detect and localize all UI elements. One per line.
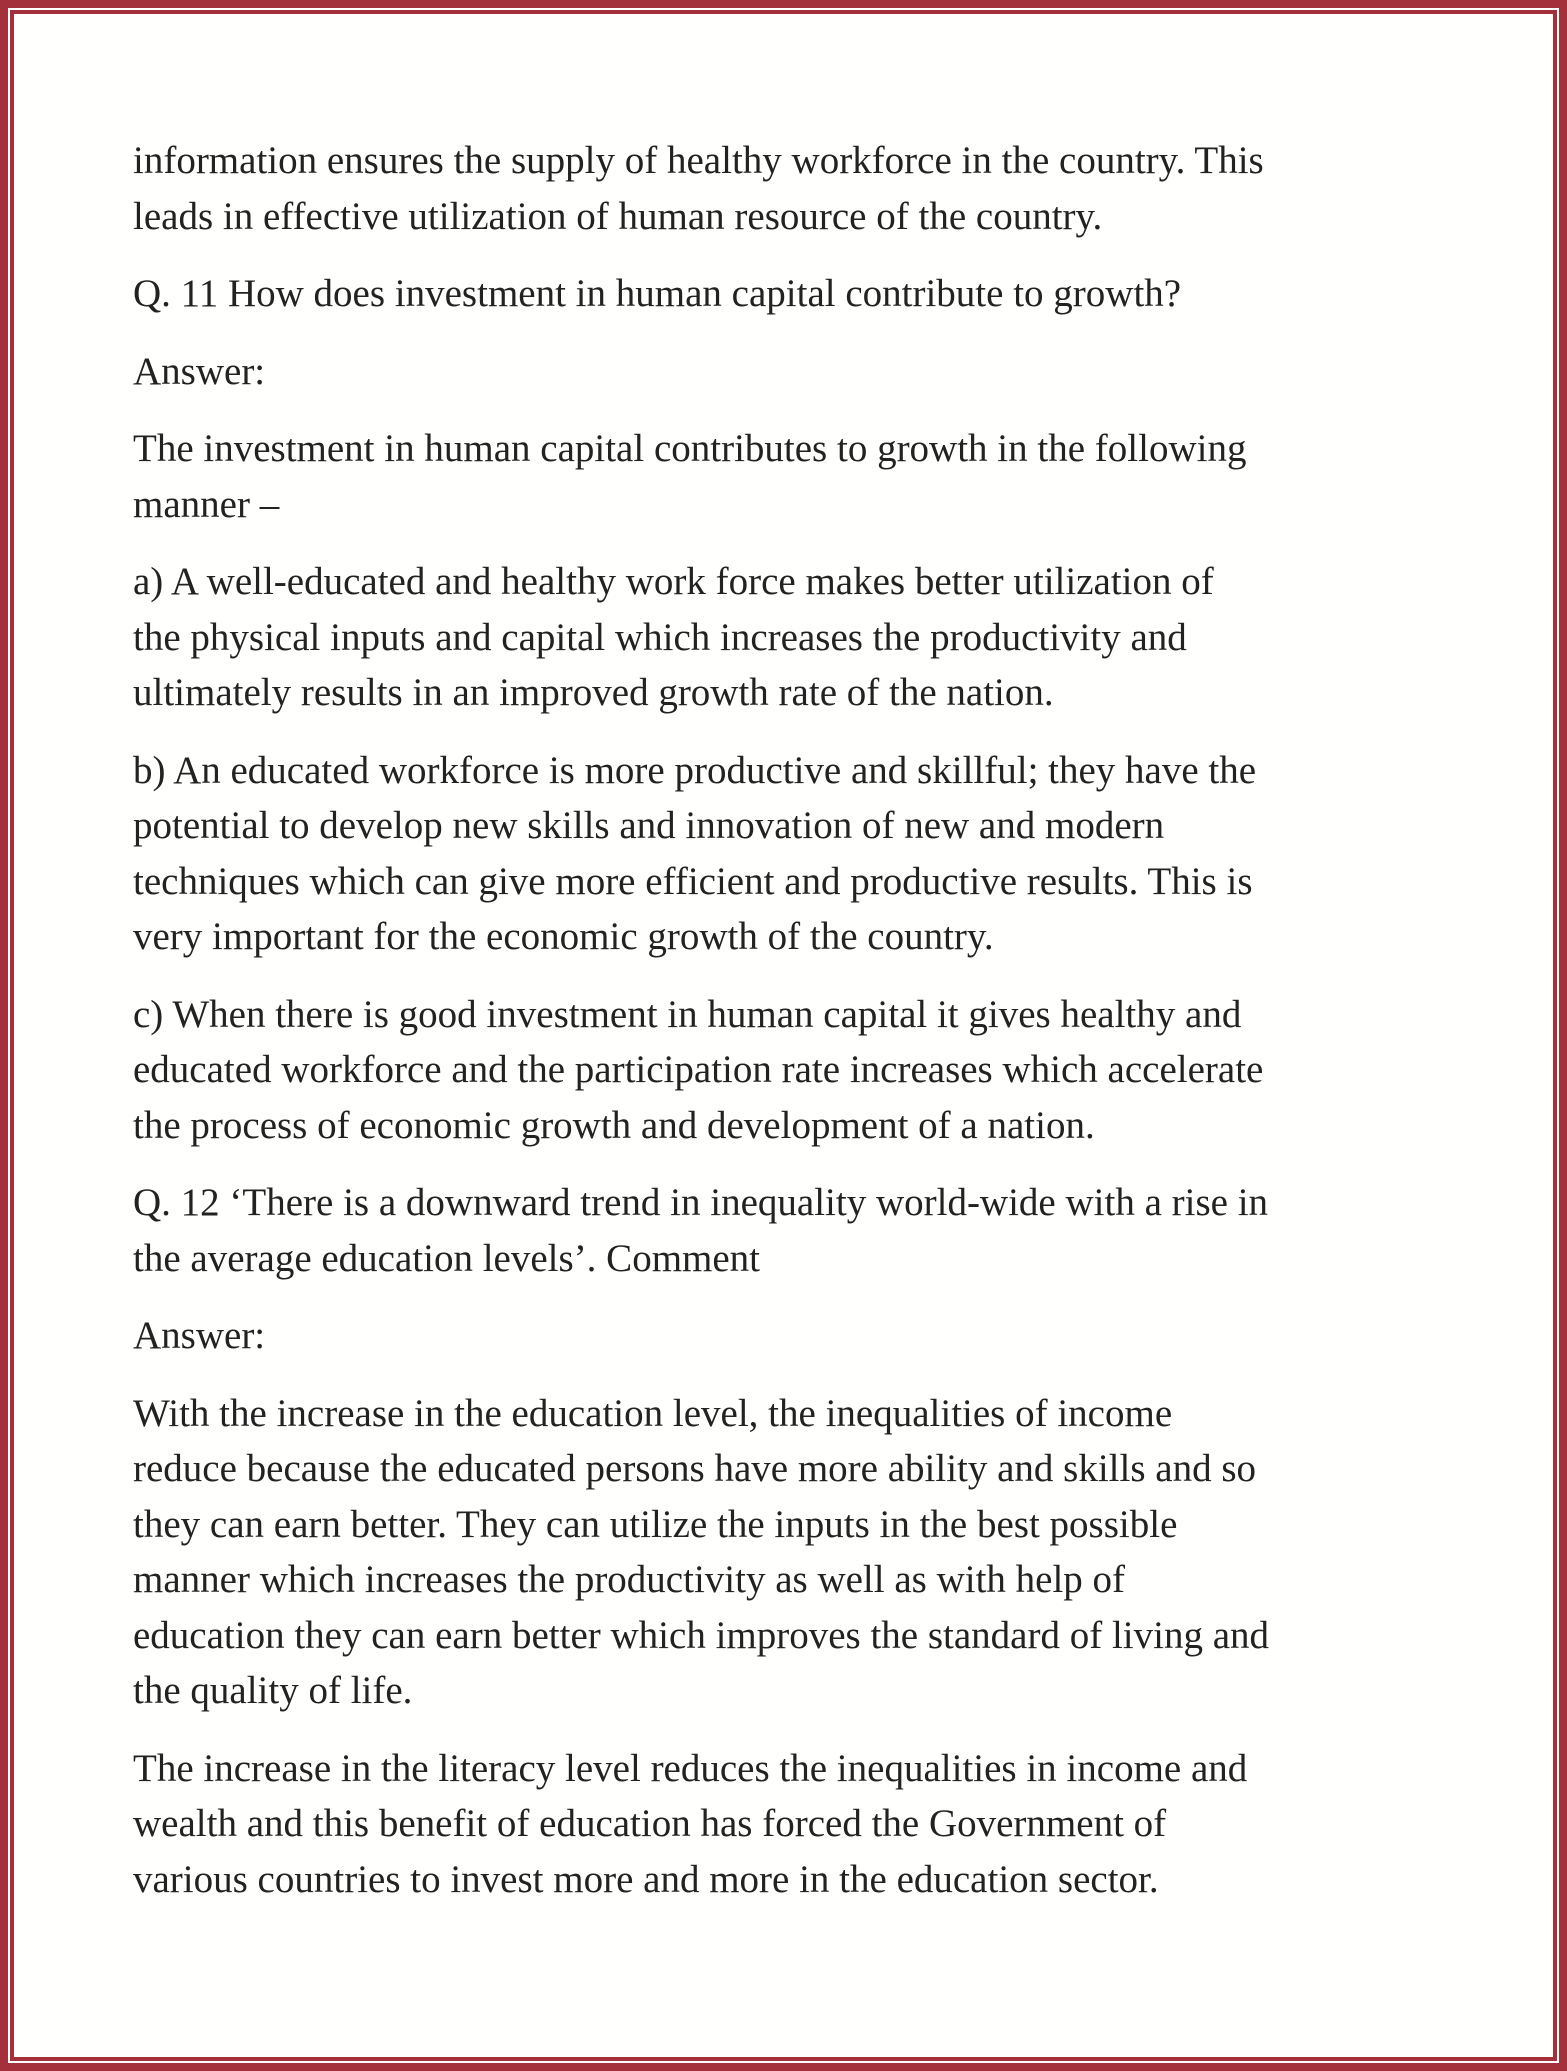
text-line: leads in effective utilization of human resource of the country. xyxy=(133,194,1103,238)
text-paragraph xyxy=(133,133,1533,244)
answer-label xyxy=(133,344,1533,400)
answer-label xyxy=(133,1308,1533,1364)
text-line: techniques which can give more efficient and productive results. This is xyxy=(133,859,1253,903)
text-line: information ensures the supply of healthy workforce in the country. This xyxy=(133,139,1264,182)
text-line: Answer: xyxy=(133,349,266,393)
text-paragraph xyxy=(133,554,1533,721)
question-paragraph xyxy=(133,1175,1533,1286)
text-paragraph xyxy=(133,421,1533,532)
text-line: The investment in human capital contributes to growth in the following xyxy=(133,427,1247,470)
text-line: the physical inputs and capital which increases the productivity and xyxy=(133,615,1187,659)
question-paragraph xyxy=(133,266,1533,322)
text-line: c) When there is good investment in human capital it gives healthy and xyxy=(133,992,1242,1036)
text-line: various countries to invest more and more in the education sector. xyxy=(133,1857,1159,1901)
document-body xyxy=(133,133,1533,1929)
text-paragraph xyxy=(133,1741,1533,1908)
text-line: Answer: xyxy=(133,1314,266,1357)
text-paragraph xyxy=(133,1386,1533,1719)
text-line: they can earn better. They can utilize the inputs in the best possible xyxy=(133,1502,1178,1546)
text-line: manner which increases the productivity as well as with help of xyxy=(133,1558,1126,1601)
text-line: manner – xyxy=(133,482,280,526)
text-line: a) A well-educated and healthy work force makes better utilization of xyxy=(133,560,1214,603)
text-line: educated workforce and the participation rate increases which accelerate xyxy=(133,1048,1264,1091)
text-line: education they can earn better which improves the standard of living and xyxy=(133,1613,1270,1657)
text-line: ultimately results in an improved growth rate of the nation. xyxy=(133,671,1054,714)
text-line: Q. 11 How does investment in human capital contribute to growth? xyxy=(133,272,1182,315)
text-line: The increase in the literacy level reduces the inequalities in income and xyxy=(133,1746,1248,1790)
text-line: Q. 12 ‘There is a downward trend in inequality world-wide with a rise in xyxy=(133,1181,1269,1224)
text-line: With the increase in the education level, the inequalities of income xyxy=(133,1391,1173,1435)
text-line: reduce because the educated persons have more ability and skills and so xyxy=(133,1447,1257,1490)
text-paragraph xyxy=(133,743,1533,965)
text-line: b) An educated workforce is more productive and skillful; they have the xyxy=(133,748,1257,792)
text-line: the quality of life. xyxy=(133,1669,413,1712)
text-line: the process of economic growth and development of a nation. xyxy=(133,1103,1095,1147)
text-line: wealth and this benefit of education has forced the Government of xyxy=(133,1802,1167,1845)
text-line: very important for the economic growth of the country. xyxy=(133,915,994,958)
text-line: potential to develop new skills and innovation of new and modern xyxy=(133,804,1165,847)
text-line: the average education levels’. Comment xyxy=(133,1236,761,1280)
text-paragraph xyxy=(133,987,1533,1154)
